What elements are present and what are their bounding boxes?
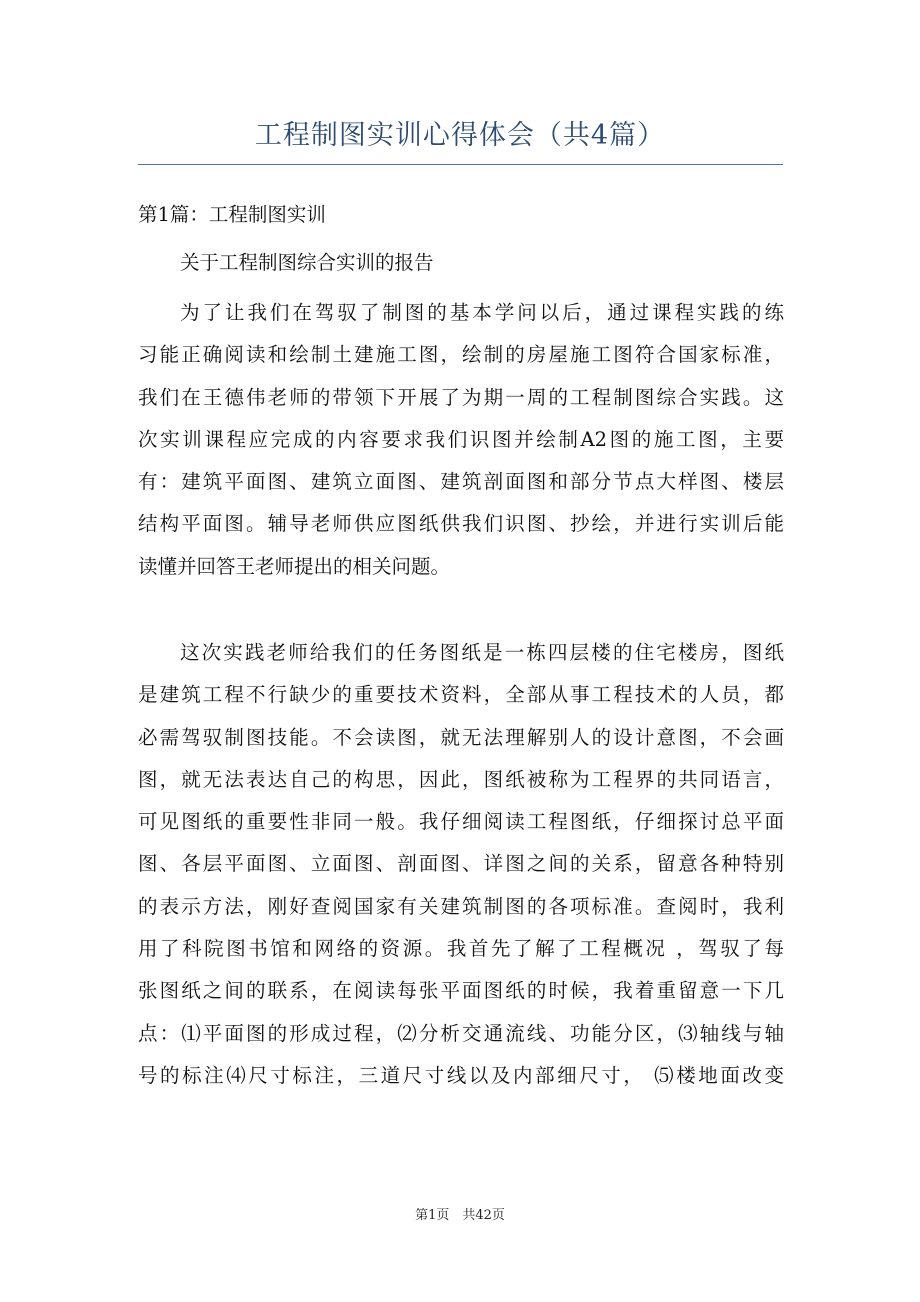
paragraph-line: 是建筑工程不行缺少的重要技术资料，全部从事工程技术的人员，都 (138, 683, 784, 707)
paragraph-line: 习能正确阅读和绘制土建施工图，绘制的房屋施工图符合国家标准， (138, 343, 784, 367)
title-underline (138, 164, 783, 165)
paragraph-line: 用了科院图书馆和网络的资源。我首先了解了工程概况 ，驾驭了每 (138, 937, 784, 961)
section-heading: 第1篇：工程制图实训 (138, 203, 326, 226)
paragraph-line: 图，就无法表达自己的构思，因此，图纸被称为工程界的共同语言， (138, 767, 784, 791)
paragraph-line: 有：建筑平面图、建筑立面图、建筑剖面图和部分节点大样图、楼层 (138, 470, 784, 494)
paragraph-line: 这次实践老师给我们的任务图纸是一栋四层楼的住宅楼房，图纸 (180, 641, 784, 664)
paragraph-line: 可见图纸的重要性非同一般。我仔细阅读工程图纸，仔细探讨总平面 (138, 810, 784, 834)
paragraph-line: 号的标注⑷尺寸标注，三道尺寸线以及内部细尺寸， ⑸楼地面改变 (138, 1063, 784, 1087)
paragraph-2 (138, 632, 784, 1097)
paragraph-line: 结构平面图。辅导老师供应图纸供我们识图、抄绘，并进行实训后能 (138, 512, 784, 536)
paragraph-line: 张图纸之间的联系，在阅读每张平面图纸的时候，我着重留意一下几 (138, 979, 784, 1003)
paragraph-line: 的表示方法，刚好查阅国家有关建筑制图的各项标准。查阅时，我利 (138, 894, 784, 918)
paragraph-line: 我们在王德伟老师的带领下开展了为期一周的工程制图综合实践。这 (138, 385, 784, 409)
document-title: 工程制图实训心得体会（共4篇） (254, 120, 666, 151)
paragraph-line: 点：⑴平面图的形成过程，⑵分析交通流线、功能分区，⑶轴线与轴 (138, 1021, 784, 1045)
paragraph-line: 读懂并回答王老师提出的相关问题。 (138, 554, 451, 578)
paragraph-line: 图、各层平面图、立面图、剖面图、详图之间的关系，留意各种特别 (138, 852, 784, 876)
page-footer: 第1页 共42页 (415, 1208, 505, 1223)
paragraph-1 (138, 292, 784, 588)
report-title: 关于工程制图综合实训的报告 (180, 251, 434, 274)
paragraph-line: 为了让我们在驾驭了制图的基本学问以后，通过课程实践的练 (180, 301, 784, 324)
paragraph-line: 次实训课程应完成的内容要求我们识图并绘制A2图的施工图，主要 (138, 427, 784, 451)
paragraph-line: 必需驾驭制图技能。不会读图，就无法理解别人的设计意图，不会画 (138, 725, 784, 749)
